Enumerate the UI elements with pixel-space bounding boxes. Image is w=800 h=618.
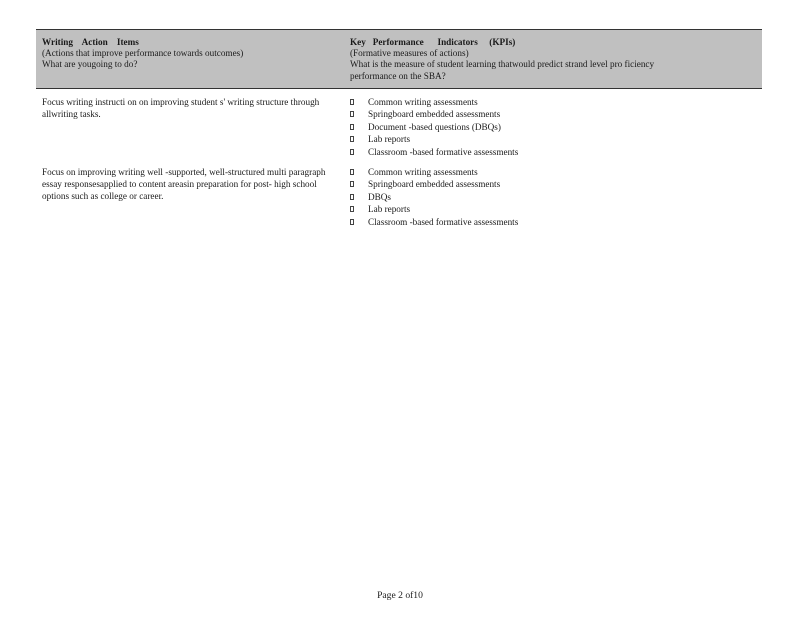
kpi-list <box>350 166 750 228</box>
action-item-text: Focus on improving writing well -supported, well-structured multi paragraph essay responsesapplied to content areasin preparation for post- high school options such as college or career. <box>42 167 326 201</box>
kpi-text: DBQs <box>368 191 391 202</box>
kpi-cell <box>350 166 750 228</box>
kpi-text: Springboard embedded assessments <box>368 179 501 190</box>
bullet-box-icon <box>350 149 354 155</box>
header-right-question-line2: performance on the SBA? <box>350 70 446 81</box>
bullet-box-icon <box>350 194 354 200</box>
kpi-text: Common writing assessments <box>368 167 478 177</box>
list-item <box>350 133 750 145</box>
list-item <box>350 166 750 178</box>
kpi-text: Lab reports <box>368 204 411 215</box>
bullet-box-icon <box>350 206 354 212</box>
bullet-box-icon <box>350 169 354 175</box>
action-item-text: Focus writing instructi on on improving student s' writing structure through allwriting tasks. <box>42 97 320 119</box>
kpi-text: Springboard embedded assessments <box>368 109 501 120</box>
bullet-box-icon <box>350 124 354 130</box>
header-writing-action-items <box>42 37 332 71</box>
list-item <box>350 216 750 228</box>
bullet-box-icon <box>350 136 354 142</box>
page-number-footer: Page 2 of10 <box>377 590 423 601</box>
header-left-question: What are yougoing to do? <box>42 59 138 70</box>
list-item <box>350 191 750 203</box>
bullet-box-icon <box>350 181 354 187</box>
header-left-title: Writing Action Items <box>42 37 139 47</box>
bullet-box-icon <box>350 111 354 117</box>
table-row <box>36 166 762 236</box>
bullet-box-icon <box>350 219 354 225</box>
list-item <box>350 108 750 120</box>
header-right-title: Key Performance Indicators (KPIs) <box>350 37 516 47</box>
header-left-subtitle: (Actions that improve performance towards outcomes) <box>42 48 244 59</box>
list-item <box>350 121 750 133</box>
list-item <box>350 178 750 190</box>
header-right-question-line1: What is the measure of student learning thatwould predict strand level pro ficiency <box>350 59 655 70</box>
kpi-text: Common writing assessments <box>368 97 478 107</box>
header-key-performance-indicators <box>350 37 750 82</box>
kpi-text: Classroom -based formative assessments <box>368 146 519 157</box>
list-item <box>350 203 750 215</box>
table-header-row <box>36 29 762 89</box>
header-right-subtitle: (Formative measures of actions) <box>350 48 469 59</box>
kpi-text: Document -based questions (DBQs) <box>368 121 501 132</box>
action-items-table <box>36 29 762 236</box>
kpi-list <box>350 96 750 158</box>
table-row <box>36 96 762 166</box>
bullet-box-icon <box>350 99 354 105</box>
kpi-text: Lab reports <box>368 134 411 145</box>
kpi-cell <box>350 96 750 158</box>
list-item <box>350 146 750 158</box>
list-item <box>350 96 750 108</box>
kpi-text: Classroom -based formative assessments <box>368 216 519 227</box>
